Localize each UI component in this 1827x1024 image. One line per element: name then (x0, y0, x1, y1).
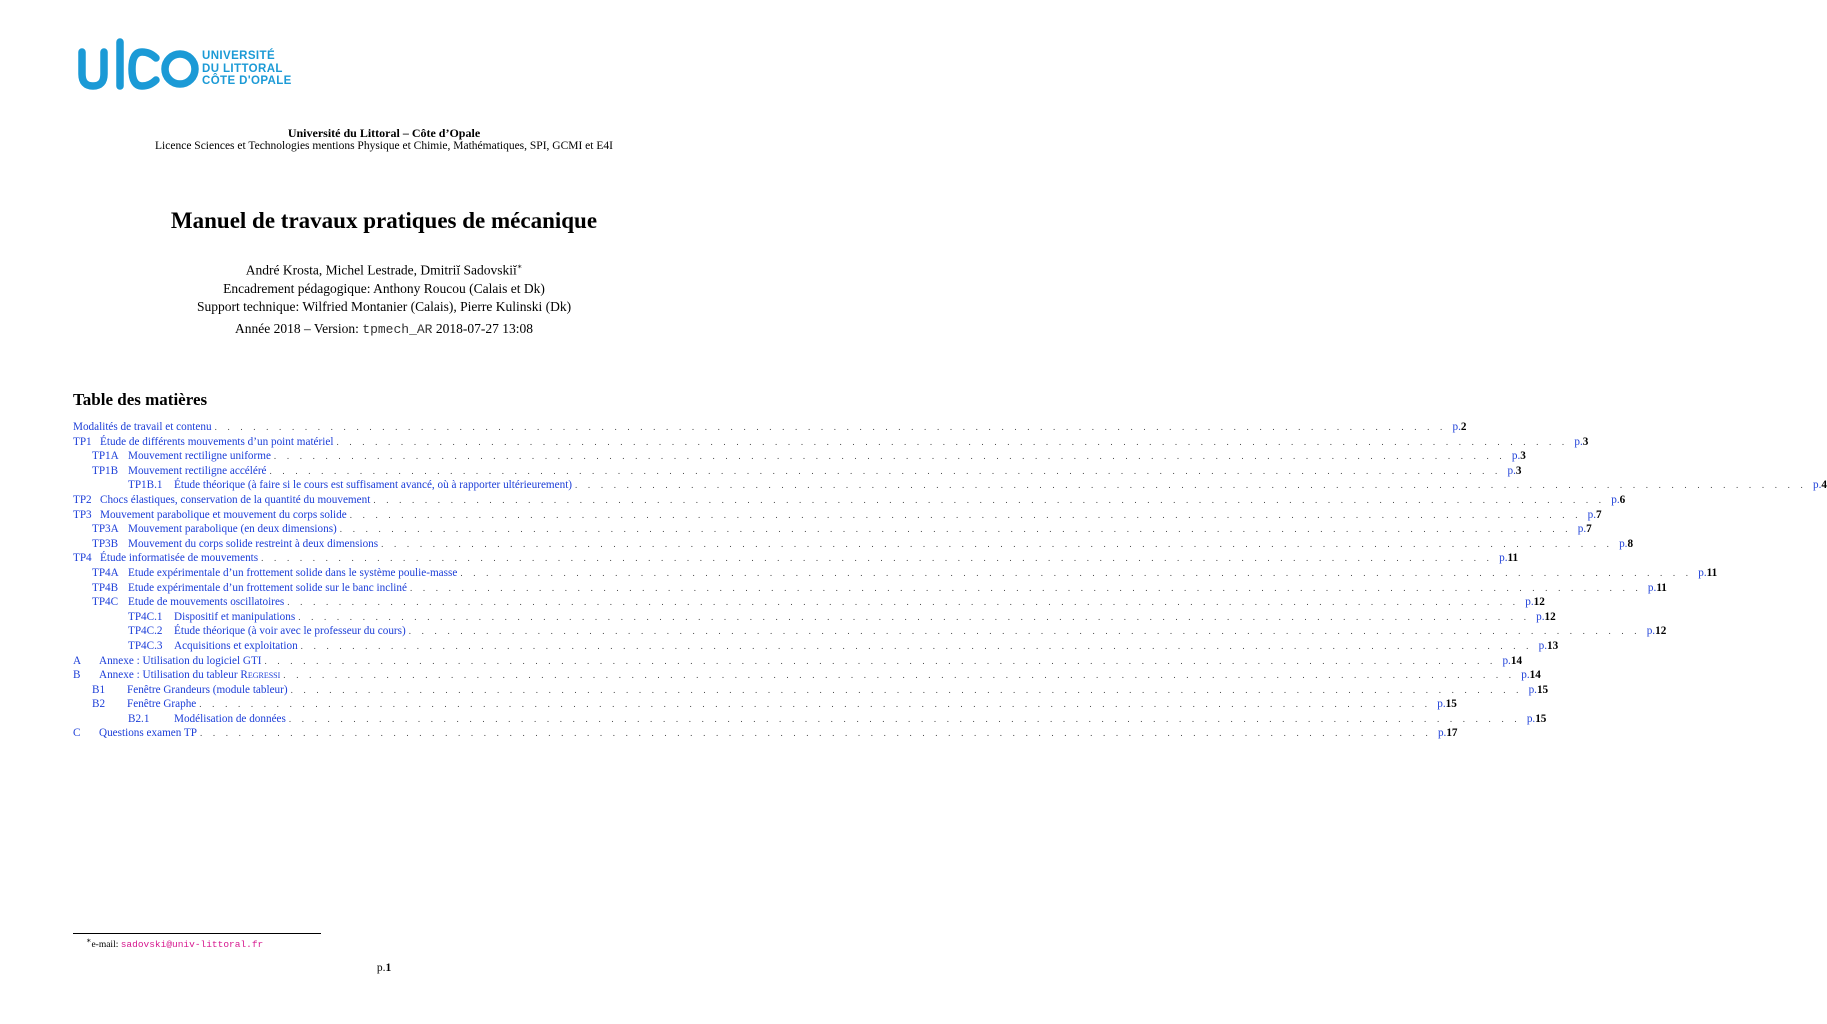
toc-entry-title: Mouvement rectiligne uniforme (128, 450, 271, 463)
version-code: tpmech_AR (362, 322, 433, 337)
toc-page-number: 3 (1515, 464, 1522, 477)
toc-entry-page[interactable] (1641, 625, 1667, 637)
footnote (86, 936, 263, 950)
toc-page-number: 7 (1596, 508, 1602, 521)
toc-leader-dots: . . . . . . . . . . . . . . . . . . . . . . . . . . . . . . . . . . . . . . . . . . . . . . . . . . . . . . . . . . . . . . . . . . . . . . . . . . . . . . . . . . . . . . . . . . . . . . . . (373, 494, 1606, 505)
toc-page-number: 2 (1460, 421, 1467, 433)
toc-page-prefix: p. (1577, 523, 1587, 536)
toc-entry-number: TP4C.2 (128, 625, 163, 638)
toc-page-prefix: p. (1619, 537, 1628, 550)
toc-leader-dots: . . . . . . . . . . . . . . . . . . . . . . . . . . . . . . . . . . . . . . . . . . . . . . . . . . . . . . . . . . . . . . . . . . . . . . . . . . . . . . . . . . . . . . . . . . . . . . . . (575, 480, 1807, 491)
toc-entry-label[interactable] (73, 640, 301, 652)
toc-page-number: 15 (1445, 698, 1457, 711)
toc-entry-page[interactable] (1506, 450, 1526, 462)
toc-leader-dots: . . . . . . . . . . . . . . . . . . . . . . . . . . . . . . . . . . . . . . . . . . . . . . . . . . . . . . . . . . . . . . . . . . . . . . . . . . . . . . . . . . . . . . . . . . . . . . . . (339, 524, 1572, 535)
toc-entry-number: TP1 (73, 435, 92, 448)
toc-leader-dots: . . . . . . . . . . . . . . . . . . . . . . . . . . . . . . . . . . . . . . . . . . . . . . . . . . . . . . . . . . . . . . . . . . . . . . . . . . . . . . . . . . . . . . . . . . . . . . . . (349, 509, 1582, 520)
toc-entry[interactable] (73, 625, 1667, 640)
toc-entry-page[interactable] (1692, 567, 1717, 579)
toc-entry-page[interactable] (1642, 582, 1667, 594)
toc-entry-page[interactable] (1521, 713, 1547, 725)
toc-leader-dots: . . . . . . . . . . . . . . . . . . . . . . . . . . . . . . . . . . . . . . . . . . . . . . . . . . . . . . . . . . . . . . . . . . . . . . . . . . . . . . . . . . . . . . . . . . . . . . . . (214, 422, 1447, 432)
toc-entry-label[interactable] (73, 698, 199, 710)
university-logo-text (202, 50, 332, 88)
toc-page-prefix: p. (1574, 435, 1583, 448)
toc-entry-title: Fenêtre Graphe (127, 698, 197, 711)
toc-leader-dots: . . . . . . . . . . . . . . . . . . . . . . . . . . . . . . . . . . . . . . . . . . . . . . . . . . . . . . . . . . . . . . . . . . . . . . . . . . . . . . . . . . . . . . . . . . . . . . . . (199, 728, 1432, 739)
toc-page-prefix: p. (1646, 625, 1656, 638)
toc-entry-page[interactable] (1605, 494, 1625, 506)
toc-entry-number: TP3B (92, 537, 119, 550)
toc-entry-number: TP1A (92, 450, 119, 463)
toc-entry[interactable] (73, 435, 1589, 451)
toc-entry[interactable] (73, 669, 1541, 684)
toc-entry-page[interactable] (1515, 669, 1541, 681)
toc-page-prefix: p. (1511, 450, 1521, 463)
toc-entry-title: Acquisitions et exploitation (174, 639, 298, 652)
toc-entry-title: Étude de différents mouvements d’un point matériel (100, 435, 334, 448)
toc-page-prefix: p. (1437, 727, 1447, 740)
toc-leader-dots: . . . . . . . . . . . . . . . . . . . . . . . . . . . . . . . . . . . . . . . . . . . . . . . . . . . . . . . . . . . . . . . . . . . . . . . . . . . . . . . . . . . . . . . . . . . . . . . . (408, 626, 1641, 637)
toc-leader-dots: . . . . . . . . . . . . . . . . . . . . . . . . . . . . . . . . . . . . . . . . . . . . . . . . . . . . . . . . . . . . . . . . . . . . . . . . . . . . . . . . . . . . . . . . . . . . . . . . (381, 538, 1614, 549)
toc-entry[interactable] (73, 479, 1827, 494)
toc-entry-title: Étude théorique (à voir avec le professeur du cours) (174, 625, 406, 638)
toc-entry[interactable] (73, 712, 1547, 728)
toc-leader-dots: . . . . . . . . . . . . . . . . . . . . . . . . . . . . . . . . . . . . . . . . . . . . . . . . . . . . . . . . . . . . . . . . . . . . . . . . . . . . . . . . . . . . . . . . . . . . . . . . (460, 567, 1693, 578)
page-number (0, 962, 768, 974)
footnote-label: e-mail: (91, 940, 119, 951)
toc-entry[interactable] (73, 683, 1549, 699)
toc-entry-page[interactable] (1431, 698, 1457, 710)
toc-entry-page[interactable] (1568, 436, 1588, 448)
toc-entry-label[interactable] (73, 684, 291, 696)
toc-entry[interactable] (73, 493, 1626, 509)
page-prefix: p. (376, 962, 386, 974)
support-line: Support technique: Wilfried Montanier (Calais), Pierre Kulinski (Dk) (196, 298, 572, 314)
ulco-logo-mark (76, 40, 200, 100)
toc-leader-dots: . . . . . . . . . . . . . . . . . . . . . . . . . . . . . . . . . . . . . . . . . . . . . . . . . . . . . . . . . . . . . . . . . . . . . . . . . . . . . . . . . . . . . . . . . . . . . . . . (269, 465, 1502, 476)
toc-entry-number: B2.1 (128, 712, 150, 725)
footnote-mark[interactable]: ∗ (516, 262, 523, 271)
toc-page-number: 13 (1547, 639, 1559, 652)
toc-entry-number: TP3 (73, 508, 92, 521)
toc-entry-page[interactable] (1523, 684, 1549, 696)
toc-entry[interactable] (73, 596, 1545, 611)
toc-entry-page[interactable] (1493, 552, 1518, 564)
toc-page-number: 3 (1582, 435, 1589, 448)
toc-leader-dots: . . . . . . . . . . . . . . . . . . . . . . . . . . . . . . . . . . . . . . . . . . . . . . . . . . . . . . . . . . . . . . . . . . . . . . . . . . . . . . . . . . . . . . . . . . . . . . . . (409, 582, 1642, 593)
toc-page-prefix: p. (1499, 552, 1508, 565)
toc-leader-dots: . . . . . . . . . . . . . . . . . . . . . . . . . . . . . . . . . . . . . . . . . . . . . . . . . . . . . . . . . . . . . . . . . . . . . . . . . . . . . . . . . . . . . . . . . . . . . . . . (287, 597, 1520, 608)
toc-entry-title: Modélisation de données (174, 712, 286, 725)
toc-page-prefix: p. (1536, 610, 1545, 623)
toc-entry-title: Mouvement parabolique et mouvement du corps solide (100, 508, 347, 521)
toc-leader-dots: . . . . . . . . . . . . . . . . . . . . . . . . . . . . . . . . . . . . . . . . . . . . . . . . . . . . . . . . . . . . . . . . . . . . . . . . . . . . . . . . . . . . . . . . . . . . . . . . (288, 713, 1521, 724)
toc-entry-number: B1 (92, 683, 106, 696)
licence-line: Licence Sciences et Technologies mentions Physique et Chimie, Mathématiques, SPI, GCMI et E4I (155, 140, 613, 152)
toc-entry-title: Mouvement rectiligne accéléré (128, 464, 267, 477)
toc-entry[interactable] (73, 450, 1526, 465)
toc-entry[interactable] (73, 698, 1457, 713)
toc-entry[interactable] (73, 537, 1634, 553)
toc-entry-number: TP4C (92, 596, 119, 609)
toc-entry-number: A (73, 654, 82, 667)
toc-entry-page[interactable] (1530, 611, 1556, 623)
toc-entry-page[interactable] (1582, 509, 1602, 521)
toc-entry[interactable] (73, 523, 1592, 538)
toc-page-prefix: p. (1587, 508, 1597, 521)
toc-page-number: 12 (1655, 625, 1667, 638)
page-number-value: 1 (385, 962, 392, 974)
toc-leader-dots: . . . . . . . . . . . . . . . . . . . . . . . . . . . . . . . . . . . . . . . . . . . . . . . . . . . . . . . . . . . . . . . . . . . . . . . . . . . . . . . . . . . . . . . . . . . . . . . . (300, 640, 1533, 651)
toc-entry-title: Etude expérimentale d’un frottement solide sur le banc incliné (128, 581, 407, 594)
toc-page-prefix: p. (1525, 596, 1534, 609)
toc-leader-dots: . . . . . . . . . . . . . . . . . . . . . . . . . . . . . . . . . . . . . . . . . . . . . . . . . . . . . . . . . . . . . . . . . . . . . . . . . . . . . . . . . . . . . . . . . . . . . . . . (290, 684, 1523, 695)
toc-entry[interactable] (73, 566, 1718, 582)
toc-entry[interactable] (73, 727, 1458, 742)
toc-entry-number: B (73, 669, 81, 682)
toc-page-number: 12 (1544, 610, 1556, 623)
toc-entry-number: TP4C.3 (128, 639, 163, 652)
toc-page-number: 8 (1627, 537, 1634, 550)
footnote-rule (73, 933, 321, 934)
encadrement-line: Encadrement pédagogique: Anthony Roucou (Calais et Dk) (223, 280, 545, 296)
toc-page-prefix: p. (1452, 421, 1461, 433)
toc-entry-page[interactable] (1572, 523, 1592, 535)
toc-entry-page[interactable] (1519, 596, 1545, 608)
toc-entry-page[interactable] (1533, 640, 1559, 652)
toc-entry-page[interactable] (1432, 727, 1458, 739)
toc-entry-page[interactable] (1447, 421, 1467, 433)
toc-entry-number: TP4B (92, 581, 119, 594)
toc-page-number: 15 (1536, 683, 1549, 696)
toc-entry-page[interactable] (1807, 479, 1827, 491)
toc-entry-label[interactable] (73, 523, 340, 535)
toc-entry-title: Étude théorique (à faire si le cours est suffisament avancé, où à rapporter ultérieurement) (174, 479, 573, 492)
toc-entry-label[interactable] (73, 509, 350, 521)
toc-entry-label[interactable] (73, 611, 298, 623)
document-title: Manuel de travaux pratiques de mécanique (170, 208, 598, 233)
email-link[interactable]: sadovski@univ-littoral.fr (120, 939, 264, 951)
toc-entry-page[interactable] (1501, 465, 1521, 477)
toc-page-prefix: p. (1437, 698, 1446, 711)
toc-entry-label[interactable] (73, 567, 460, 579)
author-names: André Krosta, Michel Lestrade, Dmitriĭ Sadovskiĭ (245, 262, 517, 278)
toc-page-number: 11 (1507, 552, 1519, 565)
toc-page-prefix: p. (1507, 464, 1516, 477)
toc-leader-dots: . . . . . . . . . . . . . . . . . . . . . . . . . . . . . . . . . . . . . . . . . . . . . . . . . . . . . . . . . . . . . . . . . . . . . . . . . . . . . . . . . . . . . . . . . . . . . . . . (283, 670, 1516, 681)
toc-entry-number: TP1B.1 (128, 479, 163, 492)
toc-entry-title: Chocs élastiques, conservation de la quantité du mouvement (100, 493, 371, 506)
toc-page-prefix: p. (1647, 581, 1657, 594)
toc-page-prefix: p. (1698, 566, 1707, 579)
toc-page-number: 14 (1529, 669, 1541, 682)
toc-entry-title: Etude expérimentale d’un frottement solide dans le système poulie-masse (128, 566, 458, 579)
logo-line-3: CÔTE D'OPALE (202, 75, 292, 87)
toc-entry-number: B2 (92, 698, 106, 711)
toc-entry-number: TP4A (92, 566, 119, 579)
toc-leader-dots: . . . . . . . . . . . . . . . . . . . . . . . . . . . . . . . . . . . . . . . . . . . . . . . . . . . . . . . . . . . . . . . . . . . . . . . . . . . . . . . . . . . . . . . . . . . . . . . . (199, 699, 1432, 710)
toc-page-prefix: p. (1526, 712, 1536, 725)
authors-block (0, 258, 768, 316)
toc-page-number: 3 (1520, 450, 1526, 463)
toc-entry-label[interactable] (73, 625, 409, 637)
toc-entry-title: Étude informatisée de mouvements (100, 552, 259, 565)
toc-entry-number: TP3A (92, 523, 119, 536)
toc-page-number: 17 (1446, 727, 1458, 740)
toc-entry-label[interactable] (73, 494, 373, 506)
toc-page-prefix: p. (1538, 639, 1548, 652)
toc-entry-label[interactable] (73, 538, 381, 550)
version-line (0, 321, 768, 337)
toc-page-number: 14 (1510, 654, 1523, 667)
toc-entry-title: Questions examen TP (99, 727, 197, 740)
toc-heading: Table des matières (73, 390, 208, 409)
toc-entry-label[interactable] (73, 421, 215, 433)
toc-entry-label[interactable] (73, 436, 336, 448)
toc-page-prefix: p. (1611, 493, 1620, 506)
version-datetime: 2018-07-27 13:08 (435, 321, 533, 336)
toc-entry[interactable] (73, 654, 1523, 670)
toc-entry[interactable] (73, 552, 1519, 567)
logo-line-2: DU LITTORAL (202, 62, 283, 75)
toc-entry-label[interactable] (73, 479, 575, 491)
toc-page-prefix: p. (1812, 479, 1822, 492)
toc-entry-title: Dispositif et manipulations (174, 610, 296, 623)
toc-entry-title: Fenêtre Grandeurs (module tableur) (127, 683, 288, 696)
toc-entry[interactable] (73, 581, 1667, 597)
toc-entry-label[interactable] (73, 552, 261, 564)
toc-leader-dots: . . . . . . . . . . . . . . . . . . . . . . . . . . . . . . . . . . . . . . . . . . . . . . . . . . . . . . . . . . . . . . . . . . . . . . . . . . . . . . . . . . . . . . . . . . . . . . . . (261, 553, 1494, 564)
toc-entry[interactable] (73, 610, 1556, 626)
toc-entry[interactable] (73, 464, 1522, 480)
toc-page-number: 11 (1706, 566, 1718, 579)
footnote-mark: ∗ (86, 936, 92, 945)
table-of-contents (73, 421, 1827, 742)
toc-entry[interactable] (73, 508, 1602, 524)
toc-entry-label[interactable] (73, 713, 289, 725)
toc-page-number: 12 (1533, 596, 1545, 609)
toc-entry-label[interactable] (73, 465, 270, 477)
university-name: Université du Littoral – Côte d’Opale (287, 126, 481, 140)
toc-entry[interactable] (73, 639, 1559, 655)
toc-entry-number: TP4C.1 (128, 610, 163, 623)
toc-entry-label[interactable] (73, 596, 287, 608)
toc-entry-page[interactable] (1613, 538, 1633, 550)
toc-page-prefix: p. (1521, 669, 1530, 682)
toc-entry-number: TP2 (73, 493, 92, 506)
toc-entry-label[interactable] (73, 669, 283, 681)
toc-entry-title: Mouvement parabolique (en deux dimensions) (128, 523, 337, 536)
toc-entry-label[interactable] (73, 582, 410, 594)
toc-entry-title: Modalités de travail et contenu (73, 421, 212, 433)
version-prefix: Année 2018 – Version: (235, 321, 359, 336)
university-logo (76, 40, 326, 100)
toc-entry-label[interactable] (73, 450, 274, 462)
toc-page-number: 11 (1656, 581, 1667, 594)
toc-page-number: 7 (1586, 523, 1592, 536)
toc-page-number: 4 (1821, 479, 1827, 492)
toc-entry[interactable] (73, 421, 1467, 436)
toc-entry-title: Annexe : Utilisation du logiciel GTI (99, 654, 262, 667)
toc-page-number: 15 (1535, 712, 1547, 725)
toc-page-prefix: p. (1528, 683, 1537, 696)
toc-leader-dots: . . . . . . . . . . . . . . . . . . . . . . . . . . . . . . . . . . . . . . . . . . . . . . . . . . . . . . . . . . . . . . . . . . . . . . . . . . . . . . . . . . . . . . . . . . . . . . . . (264, 655, 1497, 666)
logo-line-1: UNIVERSITÉ (202, 50, 276, 62)
toc-entry-label[interactable] (73, 655, 265, 667)
toc-leader-dots: . . . . . . . . . . . . . . . . . . . . . . . . . . . . . . . . . . . . . . . . . . . . . . . . . . . . . . . . . . . . . . . . . . . . . . . . . . . . . . . . . . . . . . . . . . . . . . . . (336, 436, 1569, 447)
toc-leader-dots: . . . . . . . . . . . . . . . . . . . . . . . . . . . . . . . . . . . . . . . . . . . . . . . . . . . . . . . . . . . . . . . . . . . . . . . . . . . . . . . . . . . . . . . . . . . . . . . . (273, 451, 1506, 462)
toc-entry-title: Annexe : Utilisation du tableur Regressi (99, 669, 281, 682)
toc-entry-number: TP1B (92, 464, 119, 477)
authors-line (0, 258, 768, 280)
toc-page-prefix: p. (1502, 654, 1511, 667)
toc-page-number: 6 (1619, 493, 1626, 506)
toc-entry-title: Mouvement du corps solide restreint à deux dimensions (128, 537, 379, 550)
toc-entry-number: TP4 (73, 552, 92, 565)
toc-entry-label[interactable] (73, 727, 200, 739)
toc-entry-number: C (73, 727, 81, 740)
toc-entry-title: Etude de mouvements oscillatoires (128, 596, 285, 609)
toc-entry-page[interactable] (1496, 655, 1522, 667)
toc-leader-dots: . . . . . . . . . . . . . . . . . . . . . . . . . . . . . . . . . . . . . . . . . . . . . . . . . . . . . . . . . . . . . . . . . . . . . . . . . . . . . . . . . . . . . . . . . . . . . . . . (298, 611, 1531, 622)
